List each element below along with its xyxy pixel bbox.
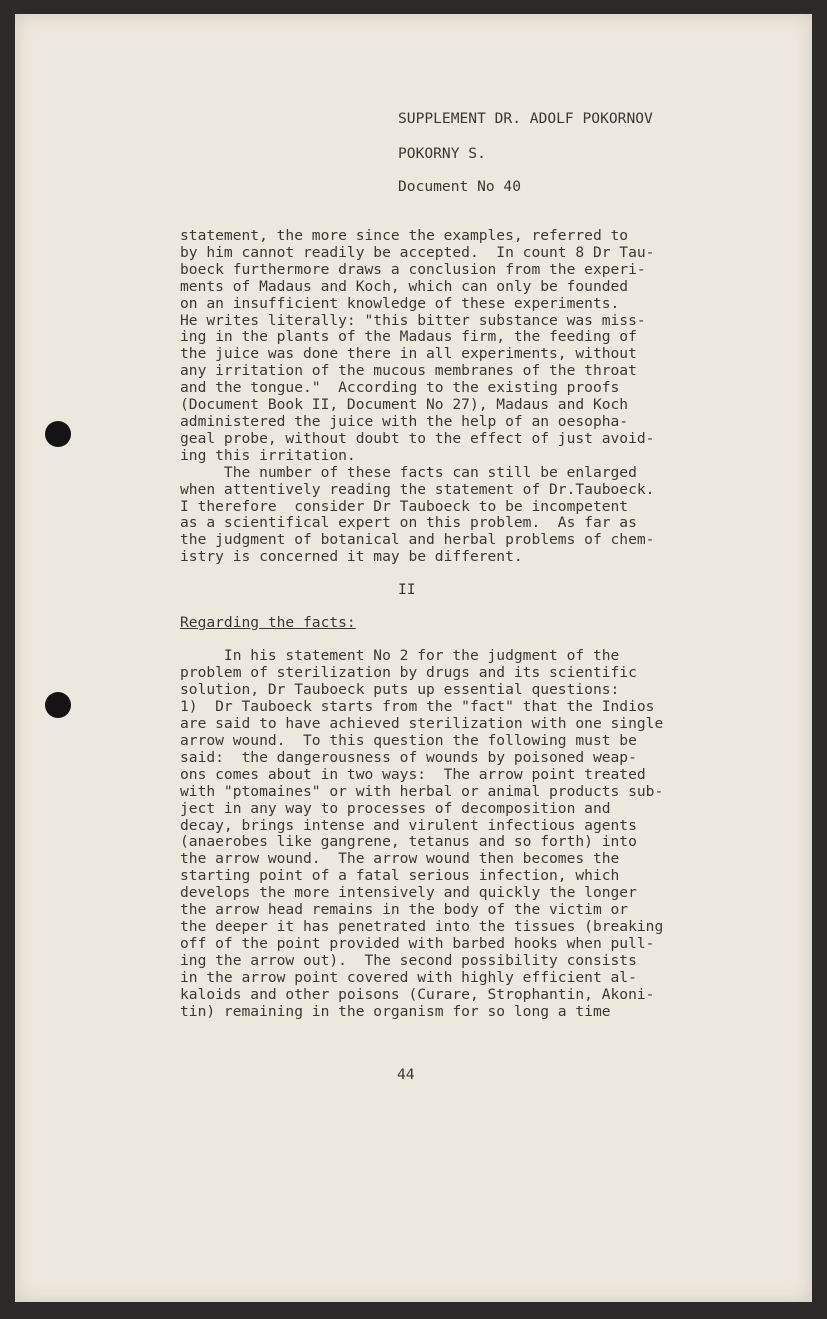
text-line: the arrow wound. The arrow wound then becomes the (180, 850, 620, 868)
text-line: ing the arrow out). The second possibility consists (180, 952, 637, 970)
text-line: arrow wound. To this question the following must be (180, 731, 637, 749)
section-numeral: II (398, 581, 416, 598)
section-heading: Regarding the facts: (180, 614, 356, 631)
text-line: the judgment of botanical and herbal problems of chem- (180, 531, 655, 549)
punch-hole-lower (45, 692, 71, 718)
text-line: with "ptomaines" or with herbal or animal products sub- (180, 782, 664, 800)
text-line: ments of Madaus and Koch, which can only be founded (180, 277, 629, 295)
text-line: by him cannot readily be accepted. In count 8 Dr Tau- (180, 243, 655, 261)
text-line: solution, Dr Tauboeck puts up essential questions: (180, 680, 620, 698)
text-line: the juice was done there in all experiments, without (180, 345, 637, 363)
text-line: kaloids and other poisons (Curare, Strophantin, Akoni- (180, 986, 655, 1004)
text-line: the arrow head remains in the body of the victim or (180, 901, 629, 919)
text-line: on an insufficient knowledge of these experiments. (180, 294, 620, 312)
text-line: ing this irritation. (180, 446, 356, 464)
text-line: (Document Book II, Document No 27), Madaus and Koch (180, 396, 629, 414)
text-line: I therefore consider Dr Tauboeck to be incompetent (180, 497, 629, 515)
text-line: the deeper it has penetrated into the tissues (breaking (180, 918, 664, 936)
text-line: ject in any way to processes of decomposition and (180, 799, 611, 817)
text-line: starting point of a fatal serious infection, which (180, 867, 620, 885)
text-line: any irritation of the mucous membranes of the throat (180, 362, 637, 380)
document-number: Document No 40 (398, 178, 522, 195)
punch-hole-upper (45, 421, 71, 447)
text-line: In his statement No 2 for the judgment of the (180, 647, 620, 664)
text-line: tin) remaining in the organism for so long a time (180, 1003, 611, 1021)
text-line: ing in the plants of the Madaus firm, the feeding of (180, 328, 637, 346)
text-line: develops the more intensively and quickly the longer (180, 884, 637, 902)
text-line: statement, the more since the examples, referred to (180, 227, 629, 244)
text-line: geal probe, without doubt to the effect of just avoid- (180, 429, 655, 447)
text-line: (anaerobes like gangrene, tetanus and so forth) into (180, 833, 637, 851)
text-line: problem of sterilization by drugs and its scientific (180, 663, 637, 681)
text-line: and the tongue." According to the existing proofs (180, 379, 620, 397)
text-line: said: the dangerousness of wounds by poisoned weap- (180, 748, 637, 766)
paragraph-2 (180, 648, 663, 1021)
page-number: 44 (397, 1066, 415, 1083)
text-line: administered the juice with the help of an oesopha- (180, 412, 629, 430)
text-line: He writes literally: "this bitter substance was miss- (180, 311, 646, 329)
text-line: off of the point provided with barbed hooks when pull- (180, 935, 655, 953)
paragraph-1 (180, 228, 654, 566)
text-line: 1) Dr Tauboeck starts from the "fact" that the Indios (180, 697, 655, 715)
supplement-heading: SUPPLEMENT DR. ADOLF POKORNOV (398, 110, 653, 127)
text-line: when attentively reading the statement of Dr.Tauboeck. (180, 480, 655, 498)
text-line: decay, brings intense and virulent infectious agents (180, 816, 637, 834)
text-line: istry is concerned it may be different. (180, 548, 523, 566)
text-line: The number of these facts can still be enlarged (180, 463, 637, 481)
text-line: in the arrow point covered with highly efficient al- (180, 969, 637, 987)
text-line: as a scientifical expert on this problem. As far as (180, 514, 637, 532)
text-line: ons comes about in two ways: The arrow point treated (180, 765, 646, 783)
text-line: are said to have achieved sterilization with one single (180, 714, 664, 732)
defendant-name: POKORNY S. (398, 145, 486, 162)
text-line: boeck furthermore draws a conclusion from the experi- (180, 260, 646, 278)
